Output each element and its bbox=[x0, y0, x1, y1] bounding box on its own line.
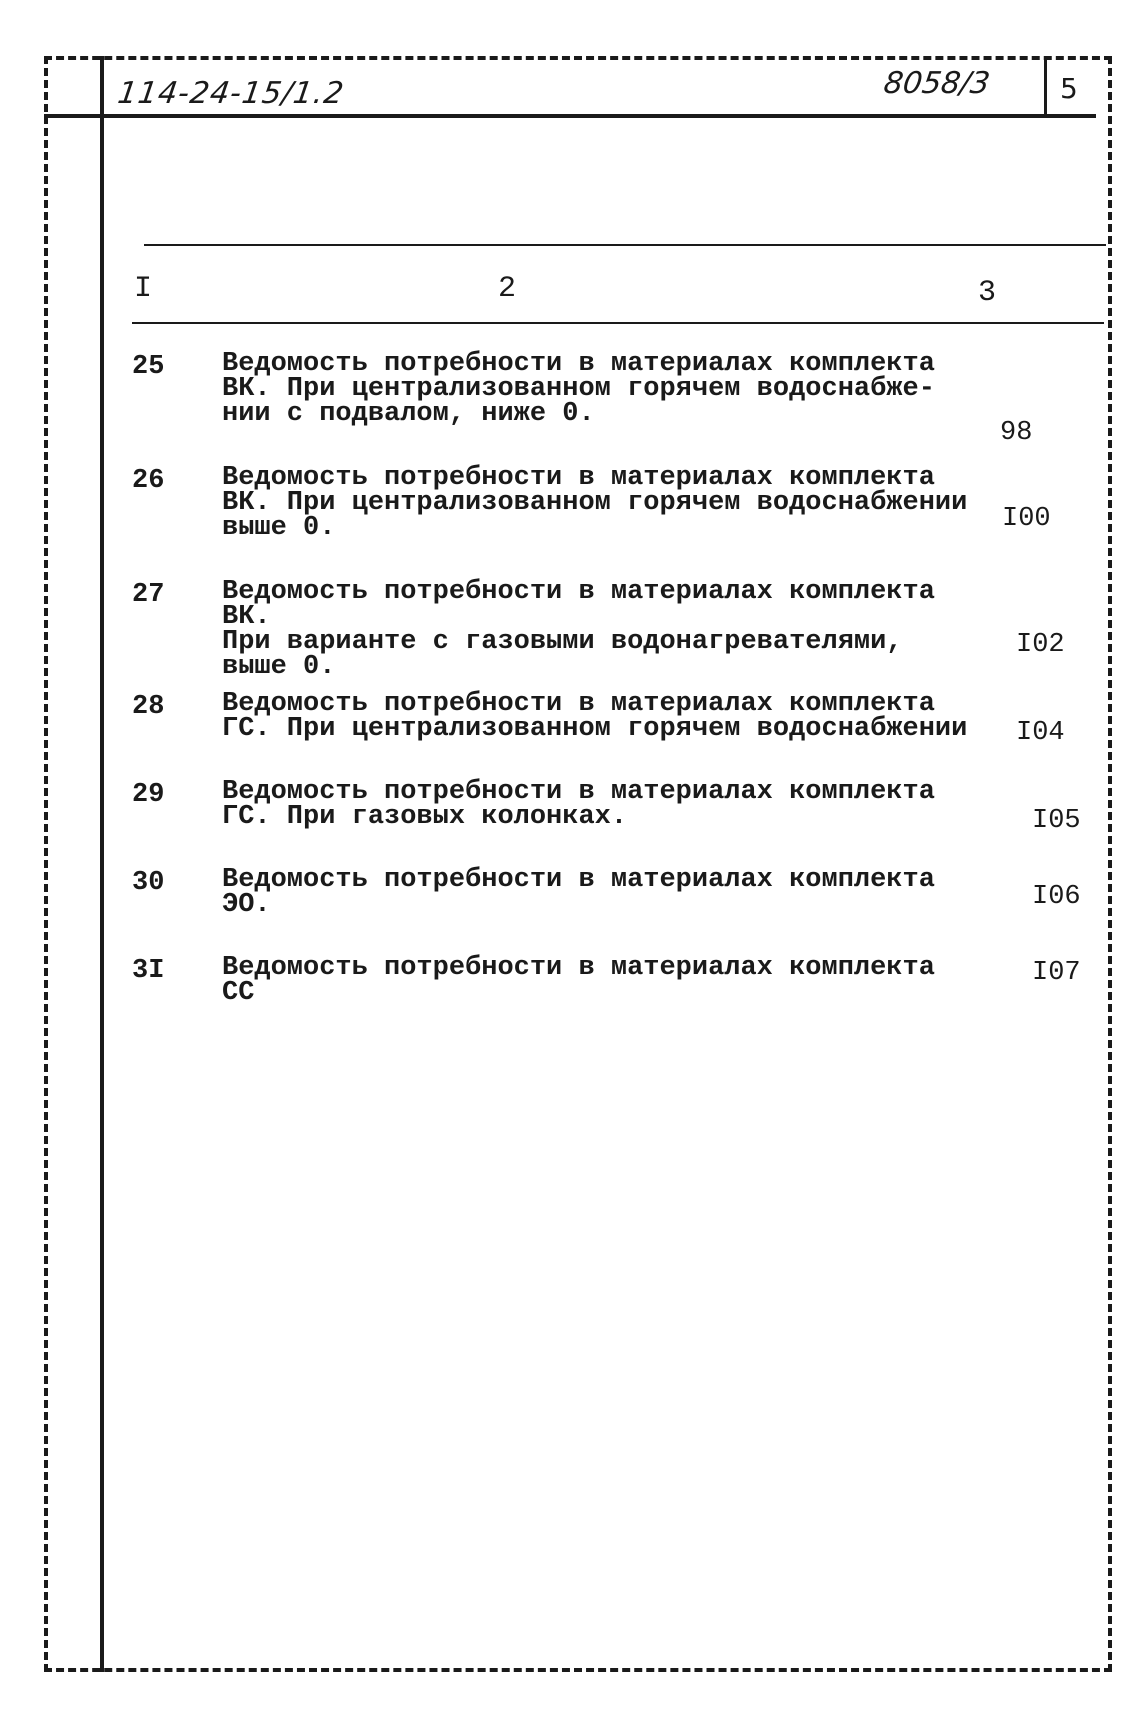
column-header-3: 3 bbox=[978, 276, 997, 310]
frame-right-border bbox=[1108, 56, 1112, 1672]
entry-description: Ведомость потребности в материалах комплекта ЭО. bbox=[222, 865, 935, 920]
entry-number: 27 bbox=[132, 580, 165, 610]
frame-top-border bbox=[44, 56, 1112, 60]
entry-description: Ведомость потребности в материалах комплекта ВК. При централизованном горячем водоснабже- нии с подвалом, ниже 0. bbox=[222, 349, 935, 429]
binding-margin-line bbox=[100, 56, 104, 1672]
entry-number: 30 bbox=[132, 868, 165, 898]
page-number: 5 bbox=[1060, 72, 1078, 105]
entry-description: Ведомость потребности в материалах комплекта СС bbox=[222, 953, 935, 1008]
header-separator bbox=[44, 114, 1096, 118]
document-number: 8058/3 bbox=[881, 66, 993, 101]
document-code: 114-24-15/1.2 bbox=[115, 76, 347, 111]
entry-page: I06 bbox=[1032, 882, 1081, 912]
entry-number: 3I bbox=[132, 956, 165, 986]
column-header-rule bbox=[132, 322, 1104, 324]
entry-number: 26 bbox=[132, 466, 165, 496]
page-box-divider bbox=[1044, 56, 1047, 116]
frame-bottom-border bbox=[44, 1668, 1112, 1672]
entry-description: Ведомость потребности в материалах комплекта ВК. При варианте с газовыми водонагревателями, выше 0. bbox=[222, 577, 935, 682]
entry-page: 98 bbox=[1000, 418, 1033, 448]
table-top-rule bbox=[144, 244, 1106, 246]
entry-page: I04 bbox=[1016, 718, 1065, 748]
column-header-2: 2 bbox=[498, 272, 517, 306]
entry-page: I00 bbox=[1002, 504, 1051, 534]
entry-number: 28 bbox=[132, 692, 165, 722]
entry-page: I07 bbox=[1032, 958, 1081, 988]
entry-number: 29 bbox=[132, 780, 165, 810]
entry-page: I05 bbox=[1032, 806, 1081, 836]
frame-left-border bbox=[44, 56, 48, 1672]
entry-description: Ведомость потребности в материалах комплекта ГС. При централизованном горячем водоснабжении bbox=[222, 689, 968, 744]
entry-description: Ведомость потребности в материалах комплекта ВК. При централизованном горячем водоснабжении выше 0. bbox=[222, 463, 968, 543]
entry-number: 25 bbox=[132, 352, 165, 382]
entry-description: Ведомость потребности в материалах комплекта ГС. При газовых колонках. bbox=[222, 777, 935, 832]
entry-page: I02 bbox=[1016, 630, 1065, 660]
column-header-1: I bbox=[134, 272, 153, 306]
